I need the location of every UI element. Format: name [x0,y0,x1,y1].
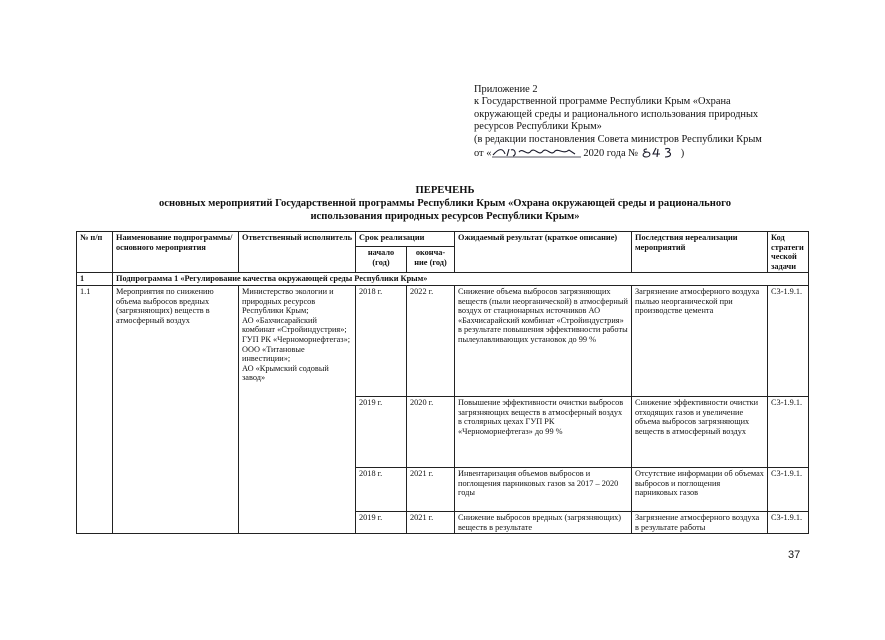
header-executor: Ответственный исполнитель [239,232,356,273]
document-title [100,184,790,223]
appendix-date-line [474,146,819,160]
row-result: Повышение эффективности очистки выбросов загрязняющих веществ в атмосферный воздух в столярных цехах ГУП РК «Черноморнефтегаз» до 99 % [455,396,632,467]
row-code: С3-1.9.1. [768,511,809,533]
appendix-line: Приложение 2 [474,84,538,95]
title-line: основных мероприятий Государственной программы Республики Крым «Охрана окружающей среды и рационального [158,198,732,209]
row-start: 2019 г. [356,511,407,533]
header-result: Ожидаемый результат (краткое описание) [455,232,632,273]
date-suffix: ) [680,148,685,160]
row-code: С3-1.9.1. [768,467,809,511]
appendix-line: к Государственной программе Республики Крым «Охрана [474,96,731,108]
row-code: С3-1.9.1. [768,396,809,467]
executor: АО «Крымский содовый завод» [242,363,329,383]
subprogram-title: Подпрограмма 1 «Регулирование качества окружающей среды Республики Крым» [113,273,809,286]
row-start: 2018 г. [356,467,407,511]
executor: ГУП РК «Черноморнефтегаз»; [242,334,351,344]
handwritten-date [491,146,583,158]
table-row [77,285,809,396]
title-line: использования природных ресурсов Республики Крым» [310,211,580,222]
header-consequences: Последствия нереализации мероприятий [632,232,768,273]
appendix-line: окружающей среды и рационального использования природных [474,108,759,120]
row-end: 2021 г. [407,467,455,511]
appendix-line: (в редакции постановления Совета министров Республики Крым [474,133,762,145]
row-result: Снижение объема выбросов загрязняющих веществ (пыли неорганической) в атмосферный воздух от стационарных источников АО «Бахчисарайский комбинат «Стройиндустрия» в результате повышения эффективности работы пылеулавливающих установок до 99 % [455,285,632,396]
executor: ООО «Титановые инвестиции»; [242,344,305,364]
row-consequence: Загрязнение атмосферного воздуха в результате работы [632,511,768,533]
header-num: № п/п [77,232,113,273]
date-year: 2020 года № [583,148,639,160]
row-end: 2021 г. [407,511,455,533]
executor: АО «Бахчисарайский комбинат «Стройиндустрия»; [242,315,347,335]
row-consequence: Отсутствие информации об объемах выбросов и поглощения парниковых газов [632,467,768,511]
row-start: 2018 г. [356,285,407,396]
row-consequence: Загрязнение атмосферного воздуха пылью неорганической при производстве цемента [632,285,768,396]
appendix-line: ресурсов Республики Крым» [474,121,602,133]
appendix-block [474,84,819,160]
row-start: 2019 г. [356,396,407,467]
measures-table [76,231,809,534]
subprogram-row [77,273,809,286]
page-number: 37 [788,549,801,561]
row-code: С3-1.9.1. [768,285,809,396]
item-executors [239,285,356,533]
handwritten-number [641,146,681,158]
title-line: ПЕРЕЧЕНЬ [415,185,475,196]
date-prefix: от « [474,148,492,160]
row-end: 2020 г. [407,396,455,467]
table-header-row [77,232,809,247]
item-num: 1.1 [77,285,113,533]
row-end: 2022 г. [407,285,455,396]
subprogram-num: 1 [77,273,113,286]
header-code: Код стратегической задачи [768,232,809,273]
header-term: Срок реализации [356,232,455,247]
executor: Министерство экологии и природных ресурсов Республики Крым; [242,286,334,316]
row-result: Снижение выбросов вредных (загрязняющих) веществ в результате [455,511,632,533]
row-result: Инвентаризация объемов выбросов и поглощения парниковых газов за 2017 – 2020 годы [455,467,632,511]
row-consequence: Снижение эффективности очистки отходящих газов и увеличение объема выбросов загрязняющих веществ в атмосферный воздух [632,396,768,467]
header-start: начало (год) [356,246,407,272]
header-name: Наименование подпрограммы/ основного мероприятия [113,232,239,273]
item-name: Мероприятия по снижению объема выбросов вредных (загрязняющих) веществ в атмосферный воздух [113,285,239,533]
header-end: оконча-ние (год) [407,246,455,272]
